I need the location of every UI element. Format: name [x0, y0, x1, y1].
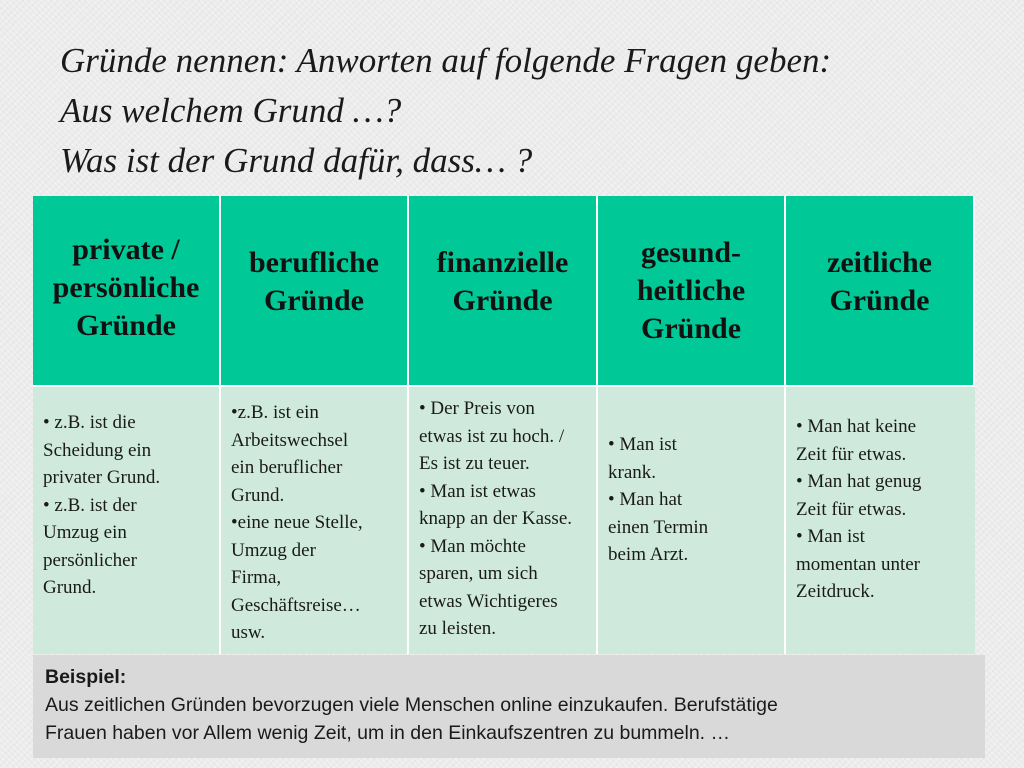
cell-line: etwas Wichtigeres — [419, 590, 558, 612]
cell-line: Grund. — [231, 484, 285, 506]
cell-line: privater Grund. — [43, 467, 161, 488]
slide-title — [60, 36, 1000, 186]
title-line-3: Was ist der Grund dafür, dass… ? — [60, 141, 533, 180]
cell-line: •z.B. ist ein — [231, 402, 319, 423]
cell-line: Arbeitswechsel — [231, 429, 349, 451]
cell-line: knapp an der Kasse. — [419, 508, 573, 529]
cell-line: Geschäftsreise… — [231, 594, 361, 616]
cell-health-reasons — [598, 385, 786, 654]
cell-line: • Man hat genug — [796, 471, 922, 492]
cell-line: beim Arzt. — [608, 544, 689, 565]
cell-line: Scheidung ein — [43, 439, 152, 461]
cell-line: • Man möchte — [419, 535, 526, 557]
example-text-line-1: Aus zeitlichen Gründen bevorzugen viele Menschen online einzukaufen. Berufstätige — [45, 694, 778, 716]
cell-private-reasons — [33, 385, 221, 654]
header-health-reasons: gesund- heitliche Gründe — [598, 196, 786, 385]
header-financial-reasons: finanzielle Gründe — [409, 196, 598, 385]
header-professional-reasons: berufliche Gründe — [221, 196, 409, 385]
title-line-1: Gründe nennen: Anworten auf folgende Fragen geben: — [60, 41, 832, 80]
cell-line: usw. — [231, 622, 266, 643]
reasons-table — [33, 196, 975, 654]
cell-line: Zeit für etwas. — [796, 498, 907, 520]
cell-line: • Man ist etwas — [419, 480, 536, 502]
cell-line: • Der Preis von — [419, 398, 535, 419]
cell-line: sparen, um sich — [419, 563, 538, 584]
cell-line: Es ist zu teuer. — [419, 453, 530, 474]
cell-time-reasons — [786, 385, 975, 654]
cell-line: krank. — [608, 461, 657, 483]
example-text-line-2: Frauen haben vor Allem wenig Zeit, um in den Einkaufszentren zu bummeln. … — [45, 722, 731, 744]
example-box — [33, 655, 985, 758]
cell-line: • Man ist — [796, 526, 865, 547]
cell-line: einen Termin — [608, 516, 709, 538]
cell-line: persönlicher — [43, 549, 137, 571]
cell-line: • Man ist — [608, 434, 677, 455]
cell-line: • Man hat keine — [796, 416, 917, 437]
cell-line: • Man hat — [608, 489, 683, 510]
cell-line: etwas ist zu hoch. / — [419, 425, 565, 447]
cell-professional-reasons — [221, 385, 409, 654]
header-private-reasons: private / persönliche Gründe — [33, 196, 221, 385]
cell-line: Zeitdruck. — [796, 581, 875, 602]
cell-line: • z.B. ist der — [43, 494, 137, 516]
cell-line: Firma, — [231, 567, 282, 588]
cell-line: ein beruflicher — [231, 457, 343, 478]
cell-line: Zeit für etwas. — [796, 443, 907, 465]
cell-line: momentan unter — [796, 553, 920, 575]
example-label: Beispiel: — [45, 666, 127, 688]
cell-line: Umzug der — [231, 539, 316, 561]
cell-financial-reasons — [409, 385, 598, 654]
cell-line: • z.B. ist die — [43, 412, 136, 433]
cell-line: Umzug ein — [43, 522, 127, 543]
cell-line: zu leisten. — [419, 618, 497, 639]
cell-line: Grund. — [43, 577, 97, 598]
cell-line: •eine neue Stelle, — [231, 512, 363, 533]
title-line-2: Aus welchem Grund …? — [60, 91, 402, 130]
header-time-reasons: zeitliche Gründe — [786, 196, 975, 385]
